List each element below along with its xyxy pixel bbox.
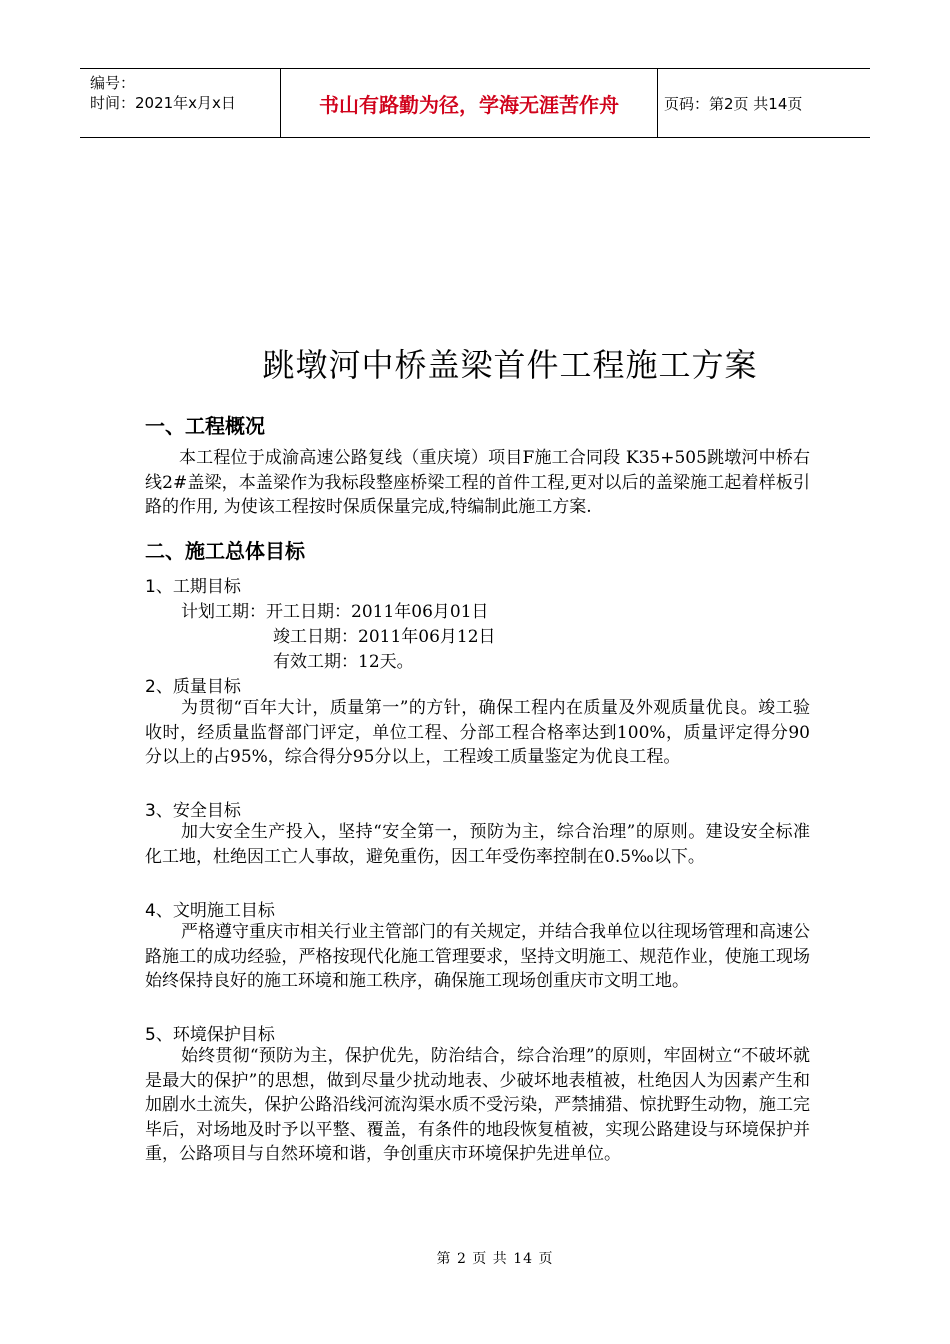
time-label: 时间：2021年x月x日 [90,94,236,112]
document-title: 跳墩河中桥盖梁首件工程施工方案 [262,346,758,384]
goal-schedule-heading: 1、工期目标 [145,577,241,597]
section-heading-goals: 二、施工总体目标 [145,539,305,563]
overview-paragraph: 本工程位于成渝高速公路复线（重庆境）项目F施工合同段 K35+505跳墩河中桥右线2#盖梁，本盖梁作为我标段整座桥梁工程的首件工程,更对以后的盖梁施工起着样板引路的作用, 为使该工程按时保质保量完成,特编制此施工方案. [145,448,810,517]
page-footer: 第 2 页 共 14 页 [436,1251,554,1267]
schedule-line-start: 计划工期：开工日期：2011年06月01日 [181,602,489,622]
header-motto: 书山有路勤为径，学海无涯苦作舟 [281,69,658,137]
environment-paragraph: 始终贯彻“预防为主，保护优先，防治结合，综合治理”的原则，牢固树立“不破坏就是最大的保护”的思想，做到尽量少扰动地表、少破坏地表植被，杜绝因人为因素产生和加剧水土流失，保护公路沿线河流沟渠水质不受污染，严禁捕猎、惊扰野生动物，施工完毕后，对场地及时予以平整、覆盖，有条件的地段恢复植被，实现公路建设与环境保护并重，公路项目与自然环境和谐，争创重庆市环境保护先进单位。 [145,1046,810,1164]
header-meta-cell [80,69,281,137]
schedule-line-duration: 有效工期：12天。 [273,652,414,672]
number-label: 编号： [90,74,136,92]
schedule-line-end: 竣工日期：2011年06月12日 [273,627,496,647]
civilized-paragraph: 严格遵守重庆市相关行业主管部门的有关规定，并结合我单位以往现场管理和高速公路施工的成功经验，严格按现代化施工管理要求，坚持文明施工、规范作业，使施工现场始终保持良好的施工环境和施工秩序，确保施工现场创重庆市文明工地。 [145,922,810,991]
header-page-info: 页码：第2页 共14页 [664,94,803,113]
quality-paragraph: 为贯彻“百年大计，质量第一”的方针，确保工程内在质量及外观质量优良。竣工验收时，经质量监督部门评定，单位工程、分部工程合格率达到100%，质量评定得分90分以上的占95%，综合得分95分以上，工程竣工质量鉴定为优良工程。 [145,698,810,767]
goal-quality-heading: 2、质量目标 [145,677,241,697]
header-table [80,68,870,138]
goal-safety-heading: 3、安全目标 [145,801,241,821]
goal-environment-heading: 5、环境保护目标 [145,1025,275,1045]
section-heading-overview: 一、工程概况 [145,414,265,438]
goal-civilized-heading: 4、文明施工目标 [145,901,275,921]
safety-paragraph: 加大安全生产投入，坚持“安全第一，预防为主，综合治理”的原则。建设安全标准化工地，杜绝因工亡人事故，避免重伤，因工年受伤率控制在0.5‰以下。 [145,822,810,867]
